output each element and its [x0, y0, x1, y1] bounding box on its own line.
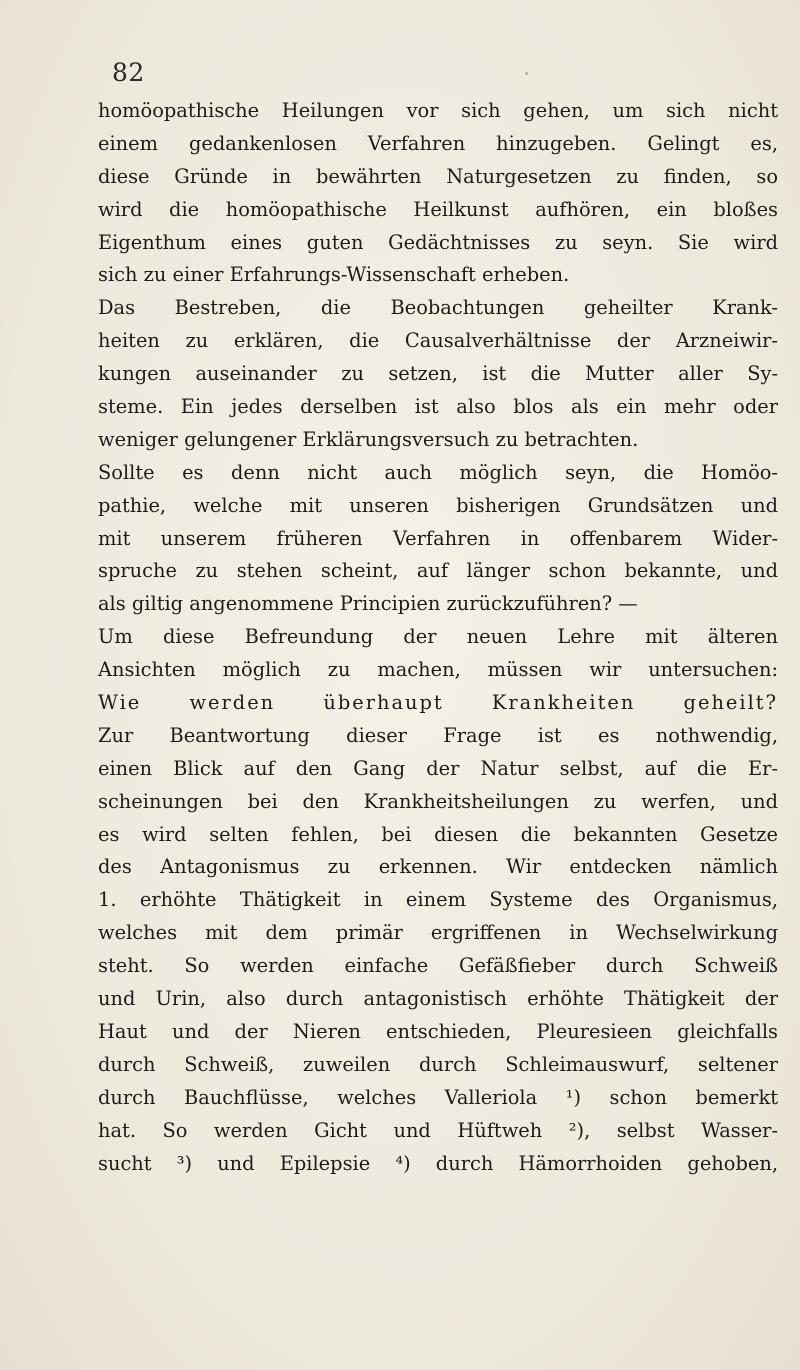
text-line: sich zu einer Erfahrungs-Wissenschaft erheben.	[98, 263, 570, 287]
text-line: welches mit dem primär ergriffenen in Wechselwirkung	[98, 921, 778, 945]
text-line: Zur Beantwortung dieser Frage ist es nothwendig,	[98, 723, 778, 747]
text-line: 1. erhöhte Thätigkeit in einem Systeme des Organismus,	[98, 888, 778, 912]
text-line: einen Blick auf den Gang der Natur selbst, auf die Er-	[98, 756, 778, 780]
text-line: heiten zu erklären, die Causalverhältnisse der Arzneiwir-	[98, 329, 778, 353]
text-line: steme. Ein jedes derselben ist also blos als ein mehr oder	[98, 395, 778, 419]
text-line: diese Gründe in bewährten Naturgesetzen zu finden, so	[98, 164, 778, 188]
text-line: Ansichten möglich zu machen, müssen wir untersuchen:	[98, 658, 778, 682]
text-line: als giltig angenommene Principien zurückzuführen? —	[98, 592, 638, 616]
text-line: Das Bestreben, die Beobachtungen geheilter Krank-	[98, 296, 778, 320]
body-text	[98, 95, 778, 1180]
text-line: einem gedankenlosen Verfahren hinzugeben. Gelingt es,	[98, 131, 778, 155]
paper-speck	[525, 72, 528, 75]
text-line: homöopathische Heilungen vor sich gehen, um sich nicht	[98, 99, 778, 122]
question-heading: Wie werden überhaupt Krankheiten geheilt?	[98, 691, 778, 715]
text-line: Um diese Befreundung der neuen Lehre mit älteren	[98, 625, 778, 649]
text-line: steht. So werden einfache Gefäßfieber durch Schweiß	[98, 954, 778, 978]
text-line: und Urin, also durch antagonistisch erhöhte Thätigkeit der	[98, 987, 778, 1011]
text-line: mit unserem früheren Verfahren in offenbarem Wider-	[98, 526, 778, 550]
text-line: scheinungen bei den Krankheitsheilungen zu werfen, und	[98, 789, 778, 813]
text-line: pathie, welche mit unseren bisherigen Grundsätzen und	[98, 493, 778, 517]
text-line: kungen auseinander zu setzen, ist die Mutter aller Sy-	[98, 362, 778, 386]
page-number: 82	[112, 58, 145, 87]
text-line: hat. So werden Gicht und Hüftweh ²), selbst Wasser-	[98, 1118, 778, 1142]
text-line: wird die homöopathische Heilkunst aufhören, ein bloßes	[98, 197, 778, 221]
text-line: durch Bauchflüsse, welches Valleriola ¹) schon bemerkt	[98, 1085, 778, 1109]
text-line: durch Schweiß, zuweilen durch Schleimauswurf, seltener	[98, 1052, 778, 1076]
text-line: Haut und der Nieren entschieden, Pleuresieen gleichfalls	[98, 1019, 778, 1043]
text-line: sucht ³) und Epilepsie ⁴) durch Hämorrhoiden gehoben,	[98, 1151, 778, 1175]
text-line: Sollte es denn nicht auch möglich seyn, die Homöo-	[98, 460, 778, 484]
text-line: des Antagonismus zu erkennen. Wir entdecken nämlich	[98, 855, 778, 879]
text-line: weniger gelungener Erklärungsversuch zu betrachten.	[98, 427, 639, 451]
text-line: Eigenthum eines guten Gedächtnisses zu seyn. Sie wird	[98, 230, 778, 254]
text-line: spruche zu stehen scheint, auf länger schon bekannte, und	[98, 559, 778, 583]
text-line: es wird selten fehlen, bei diesen die bekannten Gesetze	[98, 822, 778, 846]
